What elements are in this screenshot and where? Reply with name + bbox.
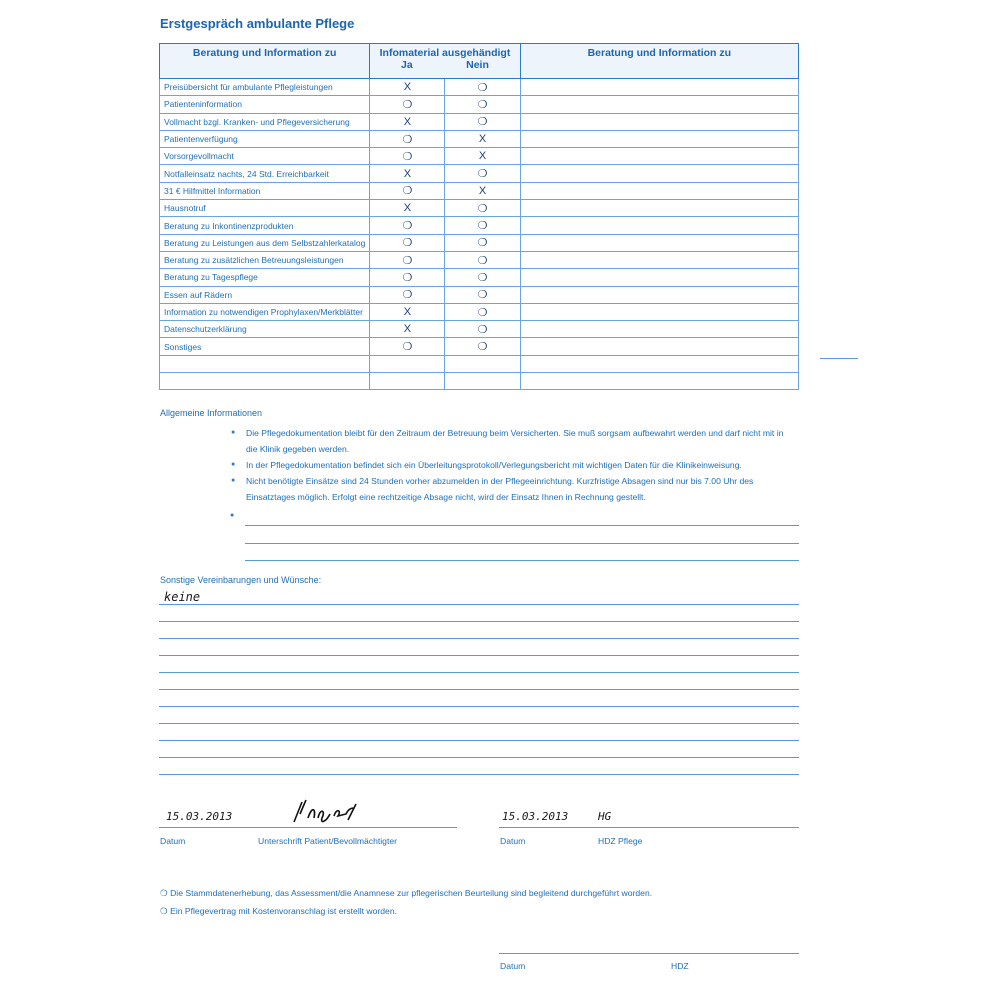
wishes-line[interactable] [159, 672, 799, 673]
checkbox-nein[interactable]: ❍ [445, 251, 520, 268]
row-label: Hausnotruf [160, 200, 370, 217]
table-row [160, 148, 799, 165]
signature-line-left[interactable] [159, 827, 457, 828]
table-row [160, 79, 799, 96]
checkbox-pflegevertrag[interactable] [160, 906, 397, 917]
row-notes-cell[interactable] [520, 79, 798, 96]
row-label: Beratung zu Leistungen aus dem Selbstzahlerkatalog [160, 234, 370, 251]
table-row [160, 373, 799, 390]
checkbox-nein[interactable]: ❍ [445, 96, 520, 113]
row-notes-cell[interactable] [520, 355, 798, 372]
patient-signature [290, 796, 370, 826]
row-label: Preisübersicht für ambulante Pflegleistungen [160, 79, 370, 96]
label-datum-bottom: Datum [500, 961, 526, 971]
table-row [160, 303, 799, 320]
empty-bullet-icon: ● [230, 512, 235, 519]
checkbox-nein[interactable]: ❍ [445, 269, 520, 286]
header-beratung-right: Beratung und Information zu [520, 44, 798, 79]
row-notes-cell[interactable] [520, 286, 798, 303]
row-notes-cell[interactable] [520, 148, 798, 165]
row-notes-cell[interactable] [520, 130, 798, 147]
checkbox-nein[interactable]: ❍ [445, 217, 520, 234]
table-row [160, 286, 799, 303]
table-row [160, 200, 799, 217]
checkbox-ja[interactable]: ❍ [370, 269, 445, 286]
checkbox-ja[interactable]: ❍ [370, 234, 445, 251]
row-label: 31 € Hilfmittel Information [160, 182, 370, 199]
checkbox-nein[interactable]: ❍ [445, 303, 520, 320]
checkbox-nein[interactable]: ❍ [445, 234, 520, 251]
wishes-line[interactable] [159, 604, 799, 605]
wishes-line[interactable] [159, 723, 799, 724]
table-row [160, 130, 799, 147]
wishes-line[interactable] [159, 740, 799, 741]
blank-line[interactable] [245, 525, 799, 526]
checkbox-assessment[interactable] [160, 888, 652, 899]
row-label: Vorsorgevollmacht [160, 148, 370, 165]
signature-line-right[interactable] [499, 827, 799, 828]
checkbox-nein[interactable]: X [445, 130, 520, 147]
row-label: Sonstiges [160, 338, 370, 355]
row-label: Beratung zu Tagespflege [160, 269, 370, 286]
row-notes-cell[interactable] [520, 269, 798, 286]
label-patient-signature: Unterschrift Patient/Bevollmächtigter [258, 836, 397, 846]
row-label: Notfalleinsatz nachts, 24 Std. Erreichbarkeit [160, 165, 370, 182]
table-row [160, 338, 799, 355]
label-hdz: HDZ [671, 961, 689, 971]
checkbox-nein[interactable]: ❍ [445, 321, 520, 338]
row-notes-cell[interactable] [520, 321, 798, 338]
row-label: Patientenverfügung [160, 130, 370, 147]
checkbox-ja[interactable]: ❍ [370, 338, 445, 355]
checkbox-circle-icon: ❍ [160, 888, 171, 898]
checkbox-assessment-label: Die Stammdatenerhebung, das Assessment/die Anamnese zur pflegerischen Beurteilung sind begleitend durchgeführt worden. [170, 888, 653, 898]
checkbox-nein[interactable]: X [445, 148, 520, 165]
row-label: Patienteninformation [160, 96, 370, 113]
row-label: Beratung zu zusätzlichen Betreuungsleistungen [160, 251, 370, 268]
row-notes-cell[interactable] [520, 251, 798, 268]
checkbox-nein[interactable]: ❍ [445, 286, 520, 303]
blank-line[interactable] [245, 560, 799, 561]
row-label [160, 355, 370, 372]
checkbox-ja[interactable]: ❍ [370, 217, 445, 234]
table-row [160, 165, 799, 182]
date-left-handwriting: 15.03.2013 [166, 810, 233, 823]
general-info-list [230, 425, 790, 505]
checkbox-ja[interactable] [370, 373, 445, 390]
table-row [160, 96, 799, 113]
bullet-item: ● In der Pflegedokumentation befindet sich ein Überleitungsprotokoll/Verlegungsbericht mit wichtigen Daten für die Klinikeinweisung. [246, 457, 790, 473]
row-label: Information zu notwendigen Prophylaxen/Merkblätter [160, 303, 370, 320]
wishes-line[interactable] [159, 689, 799, 690]
checkbox-ja[interactable]: ❍ [370, 182, 445, 199]
row-notes-cell[interactable] [520, 113, 798, 130]
table-row [160, 321, 799, 338]
wishes-line[interactable] [159, 621, 799, 622]
row-label [160, 373, 370, 390]
table-row [160, 251, 799, 268]
signature-line-bottom[interactable] [499, 953, 799, 954]
header-beratung-left: Beratung und Information zu [160, 44, 370, 79]
wishes-line[interactable] [159, 638, 799, 639]
checkbox-pflegevertrag-label: Ein Pflegevertrag mit Kostenvoranschlag ist erstellt worden. [170, 906, 397, 916]
wishes-line[interactable] [159, 706, 799, 707]
bullet-item: ● Nicht benötigte Einsätze sind 24 Stunden vorher abzumelden in der Pflegeeinrichtung. Kurzfristige Absagen sind nur bis 7.00 Uhr des Einsatztages möglich. Erfolgt eine rechtzeitige Absage nicht, wird der Einsatz Ihnen in Rechnung gestellt. [246, 473, 790, 505]
checkbox-nein[interactable]: ❍ [445, 79, 520, 96]
table-row [160, 234, 799, 251]
form-title: Erstgespräch ambulante Pflege [160, 16, 355, 31]
row-notes-cell[interactable] [520, 303, 798, 320]
checkbox-ja[interactable]: ❍ [370, 148, 445, 165]
wishes-line[interactable] [159, 774, 799, 775]
checkbox-nein[interactable]: ❍ [445, 338, 520, 355]
table-row [160, 182, 799, 199]
checkbox-ja[interactable]: X [370, 303, 445, 320]
blank-line[interactable] [245, 543, 799, 544]
label-hdz-pflege: HDZ Pflege [598, 836, 643, 846]
row-label: Datenschutzerklärung [160, 321, 370, 338]
checkbox-nein[interactable] [445, 355, 520, 372]
checkbox-ja[interactable]: ❍ [370, 251, 445, 268]
checkbox-circle-icon: ❍ [160, 906, 171, 916]
row-label: Beratung zu Inkontinenzprodukten [160, 217, 370, 234]
checkbox-nein[interactable]: ❍ [445, 200, 520, 217]
table-row [160, 269, 799, 286]
header-infomaterial-label: Infomaterial ausgehändigt [379, 47, 511, 59]
margin-line [820, 358, 858, 359]
header-ja: Ja [401, 59, 413, 71]
table-row [160, 217, 799, 234]
table-row [160, 113, 799, 130]
checkbox-ja[interactable]: ❍ [370, 96, 445, 113]
row-label: Vollmacht bzgl. Kranken- und Pflegeversicherung [160, 113, 370, 130]
bullet-item: ● Die Pflegedokumentation bleibt für den Zeitraum der Betreuung beim Versicherten. Sie muß sorgsam aufbewahrt werden und darf nicht mit in die Klinik gegeben werden. [246, 425, 790, 457]
checkbox-ja[interactable]: X [370, 113, 445, 130]
row-notes-cell[interactable] [520, 165, 798, 182]
row-notes-cell[interactable] [520, 234, 798, 251]
checkbox-nein[interactable]: ❍ [445, 165, 520, 182]
checkbox-ja[interactable]: ❍ [370, 130, 445, 147]
general-info-heading: Allgemeine Informationen [160, 408, 263, 418]
row-notes-cell[interactable] [520, 338, 798, 355]
row-notes-cell[interactable] [520, 200, 798, 217]
checkbox-ja[interactable]: ❍ [370, 286, 445, 303]
label-datum-right: Datum [500, 836, 526, 846]
header-infomaterial [370, 44, 520, 79]
checkbox-nein[interactable]: ❍ [445, 113, 520, 130]
checkbox-ja[interactable] [370, 355, 445, 372]
checkbox-ja[interactable]: X [370, 79, 445, 96]
checkbox-nein[interactable] [445, 373, 520, 390]
wishes-line[interactable] [159, 757, 799, 758]
date-right-handwriting: 15.03.2013 [502, 810, 569, 823]
table-row [160, 355, 799, 372]
checkbox-ja[interactable]: X [370, 200, 445, 217]
row-notes-cell[interactable] [520, 182, 798, 199]
checkbox-ja[interactable]: X [370, 165, 445, 182]
wishes-handwriting: keine [164, 590, 201, 604]
info-table [159, 43, 799, 390]
row-notes-cell[interactable] [520, 96, 798, 113]
row-notes-cell[interactable] [520, 217, 798, 234]
checkbox-ja[interactable]: X [370, 321, 445, 338]
row-notes-cell[interactable] [520, 373, 798, 390]
wishes-line[interactable] [159, 655, 799, 656]
wishes-heading: Sonstige Vereinbarungen und Wünsche: [160, 575, 322, 585]
label-datum-left: Datum [160, 836, 186, 846]
checkbox-nein[interactable]: X [445, 182, 520, 199]
initials-handwriting: HG [598, 810, 612, 823]
row-label: Essen auf Rädern [160, 286, 370, 303]
header-nein: Nein [466, 59, 489, 71]
